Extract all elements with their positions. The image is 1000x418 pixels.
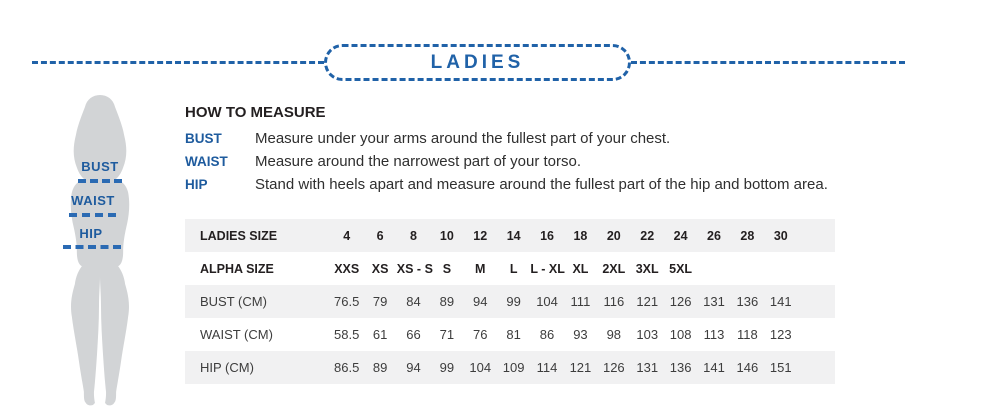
table-row-ladies-size [185, 219, 835, 252]
cell: 99 [506, 294, 521, 309]
cell: 94 [406, 360, 421, 375]
cell: 18 [573, 228, 588, 243]
cell: 136 [736, 294, 759, 309]
cell: 146 [736, 360, 759, 375]
cell: 66 [406, 327, 421, 342]
cell: 26 [707, 228, 721, 243]
page-title: LADIES [430, 51, 525, 73]
header-dash-divider-left [32, 61, 324, 64]
cell: 126 [602, 360, 625, 375]
row-header: WAIST (CM) [200, 327, 273, 342]
cell: XS - S [396, 261, 433, 276]
cell: 28 [740, 228, 755, 243]
cell: 103 [636, 327, 659, 342]
cell: 93 [573, 327, 588, 342]
cell: 114 [536, 360, 558, 375]
cell: 98 [606, 327, 622, 342]
figure-hip-measure-line [63, 245, 121, 249]
how-to-measure-title: HOW TO MEASURE [185, 104, 326, 121]
figure-bust-label: BUST [81, 159, 119, 174]
row-header: ALPHA SIZE [200, 261, 274, 276]
cell: 151 [769, 360, 792, 375]
cell: S [442, 261, 452, 276]
how-to-measure-section [185, 104, 885, 193]
cell: XXS [334, 261, 360, 276]
ladies-header-pill [324, 44, 631, 81]
female-silhouette-icon [42, 93, 158, 407]
cell: 131 [636, 360, 659, 375]
cell: 10 [439, 228, 454, 243]
cell: 141 [703, 360, 725, 375]
cell: 111 [570, 294, 591, 309]
cell: 30 [773, 228, 788, 243]
cell: 141 [769, 294, 792, 309]
cell: 131 [703, 294, 725, 309]
cell: XS [371, 261, 389, 276]
cell: 84 [406, 294, 421, 309]
cell: 14 [506, 228, 521, 243]
cell: 8 [410, 228, 417, 243]
cell: 123 [769, 327, 792, 342]
cell: 3XL [635, 261, 659, 276]
row-header: BUST (CM) [200, 294, 267, 309]
cell: 109 [502, 360, 525, 375]
table-row-waist-cm [185, 318, 835, 351]
figure-waist-measure-line [69, 213, 116, 217]
measure-desc-bust: Measure under your arms around the fullest part of your chest. [255, 130, 671, 147]
cell: 118 [737, 327, 758, 342]
cell: 2XL [602, 261, 626, 276]
table-row-bust-cm [185, 285, 835, 318]
row-header: HIP (CM) [200, 360, 254, 375]
cell: 89 [372, 360, 388, 375]
cell: M [475, 261, 486, 276]
measure-term-hip: HIP [185, 177, 208, 192]
table-row-hip-cm [185, 351, 835, 384]
cell: 116 [603, 294, 625, 309]
cell: 136 [669, 360, 692, 375]
cell: 5XL [669, 261, 693, 276]
figure-bust-measure-line [78, 179, 122, 183]
cell: 89 [439, 294, 455, 309]
cell: XL [572, 261, 589, 276]
cell: 61 [372, 327, 388, 342]
measure-desc-hip: Stand with heels apart and measure around the fullest part of the hip and bottom area. [255, 176, 828, 193]
cell: 24 [673, 228, 688, 243]
cell: 126 [669, 294, 692, 309]
cell: 121 [636, 294, 659, 309]
cell: 121 [569, 360, 592, 375]
table-row-alpha-size [185, 252, 835, 285]
cell: 22 [640, 228, 655, 243]
measure-term-waist: WAIST [185, 154, 228, 169]
row-header: LADIES SIZE [200, 228, 278, 243]
cell: L - XL [530, 261, 565, 276]
cell: 86 [539, 327, 555, 342]
figure-waist-label: WAIST [71, 193, 115, 208]
measure-term-bust: BUST [185, 131, 222, 146]
cell: 104 [469, 360, 492, 375]
cell: 86.5 [334, 360, 360, 375]
cell: 12 [473, 228, 488, 243]
cell: 81 [506, 327, 521, 342]
cell: 20 [606, 228, 621, 243]
cell: 4 [343, 228, 351, 243]
cell: 79 [372, 294, 388, 309]
cell: 76 [473, 327, 488, 342]
cell: L [509, 261, 518, 276]
measure-desc-waist: Measure around the narrowest part of your torso. [255, 153, 582, 170]
how-to-measure-list [185, 131, 885, 193]
cell: 94 [473, 294, 488, 309]
female-silhouette-figure [42, 93, 158, 407]
cell: 108 [669, 327, 692, 342]
cell: 71 [439, 327, 455, 342]
figure-hip-label: HIP [79, 226, 103, 241]
cell: 113 [703, 327, 725, 342]
cell: 6 [376, 228, 384, 243]
cell: 16 [540, 228, 554, 243]
cell: 76.5 [334, 294, 360, 309]
cell: 104 [536, 294, 558, 309]
header-dash-divider-right [631, 61, 905, 64]
cell: 99 [439, 360, 455, 375]
cell: 58.5 [334, 327, 360, 342]
size-table [185, 219, 835, 384]
